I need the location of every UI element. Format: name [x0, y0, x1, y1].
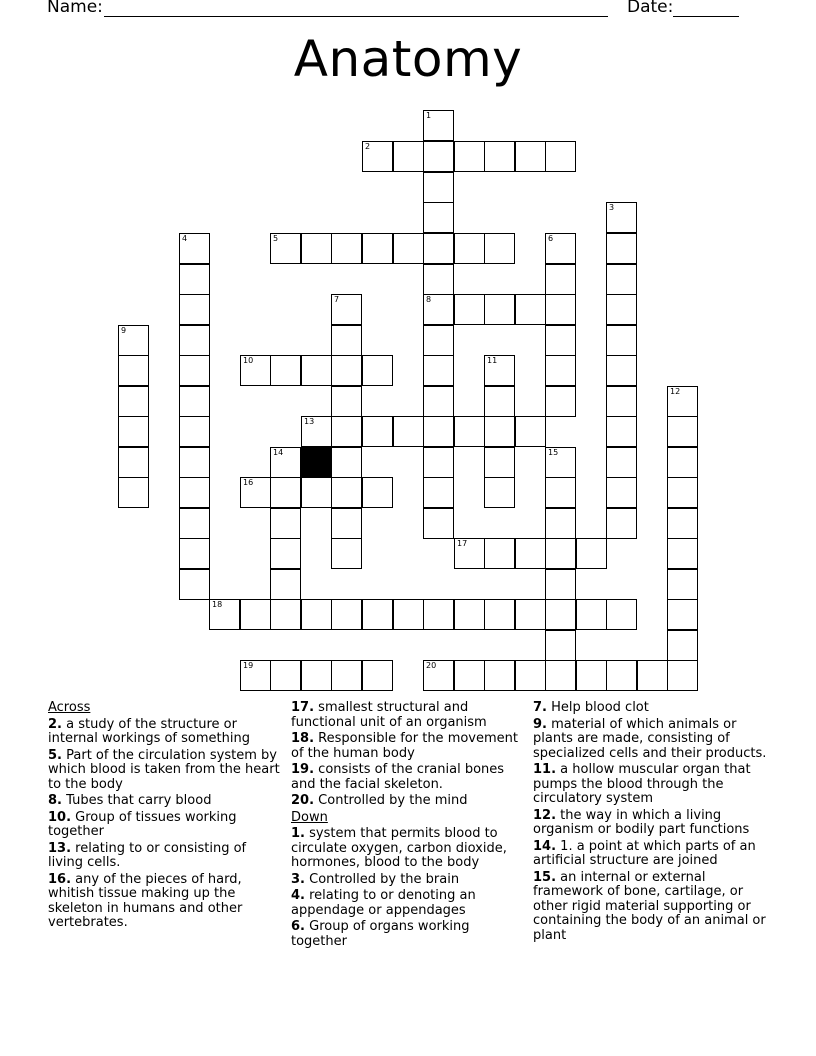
- clue-across-17: 17. smallest structural and functional unit of an organism: [291, 700, 487, 730]
- clue-down-12: 12. the way in which a living organism or bodily part functions: [533, 807, 750, 837]
- crossword-cell[interactable]: [423, 202, 454, 233]
- crossword-cell[interactable]: [423, 447, 454, 478]
- crossword-cell[interactable]: [179, 477, 210, 508]
- crossword-cell[interactable]: [270, 508, 301, 539]
- crossword-cell[interactable]: [118, 447, 149, 478]
- crossword-cell[interactable]: [179, 447, 210, 478]
- crossword-cell[interactable]: [515, 141, 546, 172]
- crossword-cell[interactable]: [484, 294, 515, 325]
- crossword-cell[interactable]: [270, 569, 301, 600]
- crossword-cell[interactable]: [179, 508, 210, 539]
- crossword-cell[interactable]: [331, 660, 362, 691]
- crossword-cell[interactable]: [331, 386, 362, 417]
- crossword-cell[interactable]: [423, 294, 454, 325]
- crossword-cell[interactable]: [484, 599, 515, 630]
- crossword-cell[interactable]: [545, 538, 576, 569]
- crossword-cell[interactable]: [270, 660, 301, 691]
- crossword-cell[interactable]: [454, 294, 485, 325]
- crossword-cell[interactable]: [118, 355, 149, 386]
- clue-down-7: 7. Help blood clot: [533, 700, 649, 715]
- clue-number: 8: [426, 295, 432, 304]
- crossword-cell[interactable]: [606, 202, 637, 233]
- crossword-cell[interactable]: [179, 569, 210, 600]
- clue-number: 12: [670, 387, 681, 396]
- crossword-cell[interactable]: [423, 386, 454, 417]
- clues-column-3: [533, 701, 768, 945]
- crossword-cell[interactable]: [179, 355, 210, 386]
- clue-number: 16: [243, 478, 254, 487]
- crossword-cell[interactable]: [484, 233, 515, 264]
- crossword-cell[interactable]: [362, 416, 393, 447]
- crossword-cell[interactable]: [606, 294, 637, 325]
- crossword-cell[interactable]: [270, 538, 301, 569]
- clue-down-4: 4. relating to or denoting an appendage or appendages: [291, 888, 476, 918]
- clue-across-13: 13. relating to or consisting of living cells.: [48, 840, 247, 870]
- clue-number: 11: [487, 356, 498, 365]
- clue-down-3: 3. Controlled by the brain: [291, 871, 460, 887]
- clue-across-5: 5. Part of the circulation system by which blood is taken from the heart to the body: [48, 747, 280, 792]
- clues-column-2: [291, 701, 526, 951]
- crossword-cell[interactable]: [423, 264, 454, 295]
- clue-number: 20: [426, 661, 437, 670]
- crossword-cell[interactable]: [179, 264, 210, 295]
- crossword-cell[interactable]: [545, 569, 576, 600]
- crossword-cell[interactable]: [331, 508, 362, 539]
- crossword-cell[interactable]: [179, 294, 210, 325]
- crossword-cell[interactable]: [576, 599, 607, 630]
- crossword-cell[interactable]: [484, 141, 515, 172]
- crossword-cell[interactable]: [423, 355, 454, 386]
- crossword-cell[interactable]: [423, 508, 454, 539]
- crossword-cell[interactable]: [606, 599, 637, 630]
- crossword-cell[interactable]: [454, 660, 485, 691]
- crossword-cell[interactable]: [545, 630, 576, 661]
- crossword-cell[interactable]: [209, 599, 240, 630]
- crossword-cell[interactable]: [423, 110, 454, 141]
- crossword-black-cell: [301, 447, 332, 478]
- crossword-cell[interactable]: [362, 355, 393, 386]
- crossword-cell[interactable]: [118, 386, 149, 417]
- crossword-cell[interactable]: [667, 386, 698, 417]
- crossword-cell[interactable]: [606, 447, 637, 478]
- crossword-cell[interactable]: [362, 477, 393, 508]
- crossword-cell[interactable]: [423, 660, 454, 691]
- crossword-cell[interactable]: [545, 264, 576, 295]
- crossword-cell[interactable]: [484, 447, 515, 478]
- crossword-cell[interactable]: [301, 660, 332, 691]
- crossword-cell[interactable]: [240, 599, 271, 630]
- crossword-cell[interactable]: [545, 141, 576, 172]
- crossword-cell[interactable]: [393, 599, 424, 630]
- crossword-cell[interactable]: [606, 386, 637, 417]
- crossword-cell[interactable]: [484, 477, 515, 508]
- crossword-cell[interactable]: [423, 172, 454, 203]
- crossword-cell[interactable]: [667, 538, 698, 569]
- crossword-cell[interactable]: [301, 416, 332, 447]
- crossword-cell[interactable]: [301, 233, 332, 264]
- crossword-cell[interactable]: [270, 477, 301, 508]
- crossword-cell[interactable]: [301, 599, 332, 630]
- down-heading: Down: [291, 809, 328, 825]
- crossword-cell[interactable]: [545, 660, 576, 691]
- crossword-cell[interactable]: [331, 233, 362, 264]
- clue-number: 19: [243, 661, 254, 670]
- clue-across-18: 18. Responsible for the movement of the human body: [291, 731, 518, 761]
- crossword-cell[interactable]: [362, 233, 393, 264]
- crossword-cell[interactable]: [362, 599, 393, 630]
- crossword-cell[interactable]: [606, 264, 637, 295]
- crossword-cell[interactable]: [454, 416, 485, 447]
- crossword-cell[interactable]: [515, 599, 546, 630]
- clue-number: 18: [212, 600, 223, 609]
- crossword-cell[interactable]: [423, 416, 454, 447]
- crossword-cell[interactable]: [545, 599, 576, 630]
- crossword-cell[interactable]: [606, 660, 637, 691]
- crossword-cell[interactable]: [667, 630, 698, 661]
- crossword-cell[interactable]: [545, 294, 576, 325]
- crossword-cell[interactable]: [331, 538, 362, 569]
- crossword-cell[interactable]: [301, 477, 332, 508]
- clue-down-15: 15. an internal or external framework of bone, cartilage, or other rigid material supporting or containing the body of an animal or plant: [533, 869, 766, 943]
- clues-column-1: [48, 701, 283, 933]
- crossword-cell[interactable]: [454, 538, 485, 569]
- crossword-cell[interactable]: [301, 355, 332, 386]
- crossword-cell[interactable]: [423, 477, 454, 508]
- crossword-cell[interactable]: [331, 416, 362, 447]
- clue-number: 7: [334, 295, 340, 304]
- clue-down-6: 6. Group of organs working together: [291, 919, 470, 949]
- crossword-cell[interactable]: [545, 508, 576, 539]
- crossword-cell[interactable]: [331, 477, 362, 508]
- crossword-cell[interactable]: [423, 599, 454, 630]
- crossword-cell[interactable]: [240, 355, 271, 386]
- crossword-cell[interactable]: [606, 416, 637, 447]
- clue-number: 2: [365, 142, 371, 151]
- crossword-cell[interactable]: [179, 538, 210, 569]
- crossword-cell[interactable]: [667, 569, 698, 600]
- crossword-cell[interactable]: [240, 660, 271, 691]
- crossword-cell[interactable]: [515, 416, 546, 447]
- crossword-cell[interactable]: [515, 294, 546, 325]
- crossword-cell[interactable]: [362, 141, 393, 172]
- page-title: Anatomy: [293, 30, 523, 88]
- crossword-cell[interactable]: [423, 325, 454, 356]
- crossword-cell[interactable]: [240, 477, 271, 508]
- clue-number: 6: [548, 234, 554, 243]
- crossword-cell[interactable]: [606, 355, 637, 386]
- clue-across-10: 10. Group of tissues working together: [48, 809, 237, 839]
- clue-across-16: 16. any of the pieces of hard, whitish tissue making up the skeleton in humans and other vertebrates.: [48, 871, 243, 930]
- crossword-cell[interactable]: [270, 233, 301, 264]
- crossword-cell[interactable]: [179, 416, 210, 447]
- crossword-cell[interactable]: [545, 447, 576, 478]
- crossword-cell[interactable]: [576, 660, 607, 691]
- crossword-cell[interactable]: [423, 233, 454, 264]
- crossword-cell[interactable]: [484, 416, 515, 447]
- crossword-cell[interactable]: [637, 660, 668, 691]
- date-label: Date:: [627, 0, 674, 17]
- crossword-cell[interactable]: [545, 325, 576, 356]
- crossword-cell[interactable]: [454, 233, 485, 264]
- clue-number: 17: [457, 539, 468, 548]
- crossword-cell[interactable]: [515, 660, 546, 691]
- crossword-cell[interactable]: [362, 660, 393, 691]
- clue-number: 14: [273, 448, 284, 457]
- crossword-cell[interactable]: [576, 538, 607, 569]
- crossword-cell[interactable]: [331, 447, 362, 478]
- crossword-cell[interactable]: [270, 355, 301, 386]
- crossword-cell[interactable]: [606, 233, 637, 264]
- crossword-cell[interactable]: [393, 141, 424, 172]
- clue-number: 4: [182, 234, 188, 243]
- crossword-cell[interactable]: [667, 477, 698, 508]
- crossword-cell[interactable]: [484, 386, 515, 417]
- crossword-cell[interactable]: [606, 508, 637, 539]
- clue-number: 13: [304, 417, 315, 426]
- clue-across-2: 2. a study of the structure or internal workings of something: [48, 716, 250, 746]
- crossword-cell[interactable]: [667, 599, 698, 630]
- crossword-cell[interactable]: [393, 233, 424, 264]
- crossword-cell[interactable]: [545, 355, 576, 386]
- crossword-cell[interactable]: [545, 233, 576, 264]
- clue-down-9: 9. material of which animals or plants are made, consisting of specialized cells and their products.: [533, 716, 767, 761]
- crossword-cell[interactable]: [484, 660, 515, 691]
- crossword-cell[interactable]: [484, 355, 515, 386]
- crossword-cell[interactable]: [545, 477, 576, 508]
- crossword-cell[interactable]: [393, 416, 424, 447]
- crossword-cell[interactable]: [667, 416, 698, 447]
- crossword-cell[interactable]: [331, 599, 362, 630]
- crossword-cell[interactable]: [179, 233, 210, 264]
- name-label: Name:: [47, 0, 103, 17]
- crossword-cell[interactable]: [179, 325, 210, 356]
- crossword-cell[interactable]: [270, 447, 301, 478]
- crossword-cell[interactable]: [454, 141, 485, 172]
- crossword-cell[interactable]: [118, 477, 149, 508]
- clue-number: 5: [273, 234, 279, 243]
- crossword-cell[interactable]: [331, 355, 362, 386]
- clue-down-11: 11. a hollow muscular organ that pumps the blood through the circulatory system: [533, 762, 751, 806]
- crossword-cell[interactable]: [118, 325, 149, 356]
- clue-across-19: 19. consists of the cranial bones and the facial skeleton.: [291, 762, 505, 792]
- crossword-cell[interactable]: [179, 386, 210, 417]
- crossword-cell[interactable]: [423, 141, 454, 172]
- crossword-cell[interactable]: [667, 508, 698, 539]
- clue-down-1: 1. system that permits blood to circulate oxygen, carbon dioxide, hormones, blood to the body: [291, 826, 507, 870]
- clue-number: 10: [243, 356, 254, 365]
- crossword-cell[interactable]: [606, 325, 637, 356]
- crossword-cell[interactable]: [331, 294, 362, 325]
- clue-number: 1: [426, 111, 432, 120]
- crossword-cell[interactable]: [454, 599, 485, 630]
- crossword-cell[interactable]: [515, 538, 546, 569]
- clue-down-14: 14. 1. a point at which parts of an artificial structure are joined: [533, 838, 756, 868]
- clue-number: 9: [121, 326, 127, 335]
- clue-across-8: 8. Tubes that carry blood: [48, 793, 212, 808]
- clue-number: 15: [548, 448, 559, 457]
- crossword-cell[interactable]: [118, 416, 149, 447]
- crossword-cell[interactable]: [667, 660, 698, 691]
- crossword-cell[interactable]: [545, 386, 576, 417]
- crossword-cell[interactable]: [484, 538, 515, 569]
- across-heading: Across: [48, 700, 91, 715]
- clue-across-20: 20. Controlled by the mind: [291, 793, 468, 808]
- clue-number: 3: [609, 203, 615, 212]
- crossword-cell[interactable]: [331, 325, 362, 356]
- crossword-cell[interactable]: [667, 447, 698, 478]
- crossword-cell[interactable]: [606, 477, 637, 508]
- crossword-cell[interactable]: [270, 599, 301, 630]
